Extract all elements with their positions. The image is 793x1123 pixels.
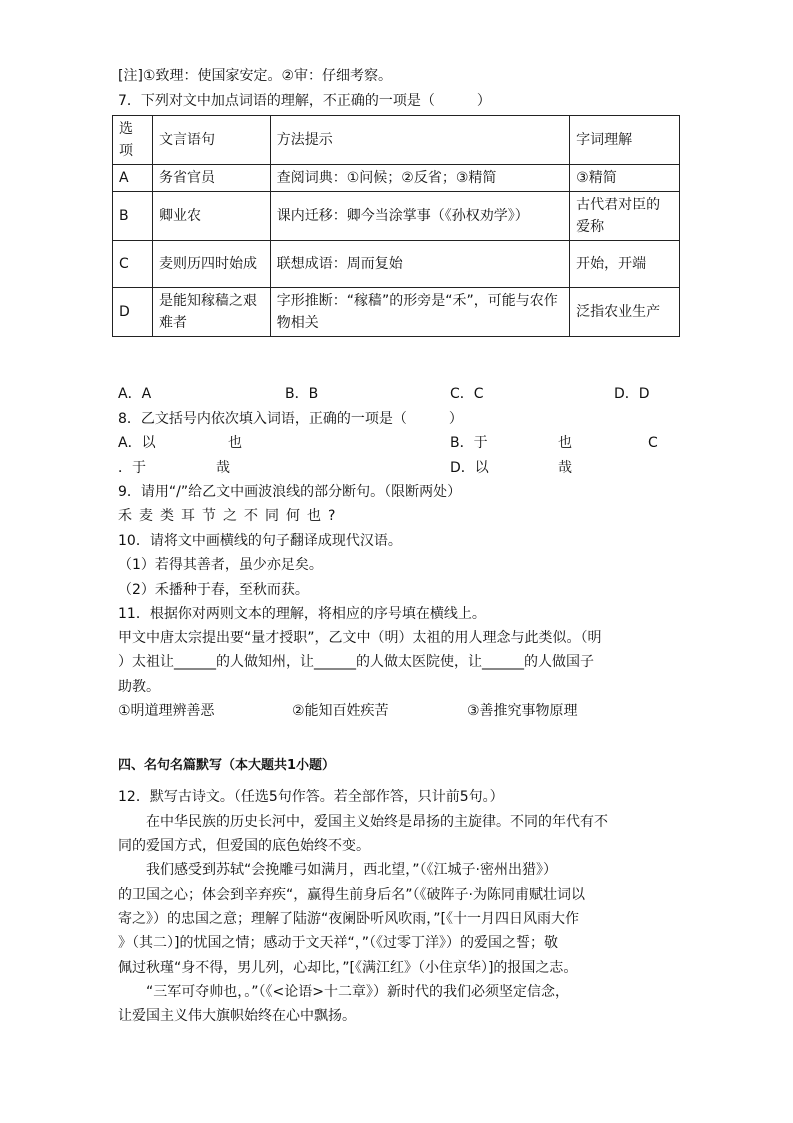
q8-option-c-cont: ．于	[118, 460, 146, 476]
q8-option-a[interactable]: A．以	[118, 435, 156, 451]
q8-option-c-word: 哉	[216, 460, 230, 476]
question-12-stem: 12．默写古诗文。（任选5句作答。若全部作答，只计前5句。）	[118, 789, 504, 805]
question-9-text: 禾麦类耳节之不同何也?	[118, 508, 343, 524]
q8-option-d[interactable]: D．以	[450, 460, 489, 476]
q12-paragraph-line: 我们感受到苏轼“会挽雕弓如满月，西北望，”（《江城子·密州出猎》）	[118, 862, 557, 878]
header-meaning: 字词理解	[570, 116, 680, 165]
q11-option-3: ③善推究事物原理	[467, 703, 578, 719]
table-row	[113, 192, 680, 241]
q12-paragraph-line: 同的爱国方式，但爱国的底色始终不变。	[118, 838, 370, 854]
table-cell: 务省官员	[152, 165, 270, 192]
q12-paragraph-line: 在中华民族的历史长河中，爱国主义始终是昂扬的主旋律。不同的年代有不	[118, 814, 608, 830]
table-cell: 是能知稼穑之艰难者	[152, 288, 270, 337]
table-cell: 古代君对臣的爱称	[570, 192, 680, 241]
q12-paragraph-line: 》（其二）]的忧国之情；感动于文天祥“，”（《过零丁洋》）的爱国之誓；敬	[118, 935, 558, 951]
table-row	[113, 241, 680, 288]
q7-option-c[interactable]: C．C	[450, 386, 484, 402]
question-7-table	[112, 115, 680, 337]
q8-option-b[interactable]: B．于	[450, 435, 488, 451]
table-row	[113, 288, 680, 337]
q12-paragraph-line: “三军可夺帅也，。”（《<论语>十二章》）新时代的我们必须坚定信念，	[118, 984, 569, 1000]
table-cell: 联想成语：周而复始	[270, 241, 569, 288]
table-cell: D	[113, 288, 153, 337]
q11-option-2: ②能知百姓疾苦	[292, 703, 389, 719]
question-7-stem: 7．下列对文中加点词语的理解，不正确的一项是（ ）	[118, 93, 491, 109]
table-cell: 字形推断：“稼穑”的形旁是“禾”，可能与农作物相关	[270, 288, 569, 337]
q7-option-a[interactable]: A．A	[118, 386, 152, 402]
question-11-line-1: 甲文中唐太宗提出要“量才授职”，乙文中（明）太祖的用人理念与此类似。（明	[118, 630, 602, 646]
header-sentence: 文言语句	[152, 116, 270, 165]
header-method: 方法提示	[270, 116, 569, 165]
q8-option-c[interactable]: C	[648, 435, 658, 451]
q12-paragraph-line: 寄之》）的忠国之意；理解了陆游“夜阑卧听风吹雨，”[《十一月四日风雨大作	[118, 911, 579, 927]
q12-paragraph-line: 佩过秋瑾“身不得，男儿列，心却比，”[《满江红》（小住京华）]的报国之志。	[118, 960, 578, 976]
q8-option-b-word: 也	[558, 435, 572, 451]
question-8-stem: 8．乙文括号内依次填入词语，正确的一项是（ ）	[118, 411, 463, 427]
question-11-line-3: 助教。	[118, 679, 160, 695]
table-cell: 查阅词典：①问候；②反省；③精简	[270, 165, 569, 192]
table-cell: 卿业农	[152, 192, 270, 241]
table-header-row	[113, 116, 680, 165]
header-option: 选项	[113, 116, 153, 165]
table-cell: 泛指农业生产	[570, 288, 680, 337]
table-cell: 麦则历四时始成	[152, 241, 270, 288]
q12-paragraph-line: 让爱国主义伟大旗帜始终在心中飘扬。	[118, 1008, 356, 1024]
table-cell: ③精简	[570, 165, 680, 192]
table-cell: 课内迁移：卿今当涂掌事（《孙权劝学》）	[270, 192, 569, 241]
question-9-stem: 9．请用“/”给乙文中画波浪线的部分断句。（限断两处）	[118, 484, 462, 500]
q8-option-a-word: 也	[228, 435, 242, 451]
table-cell: B	[113, 192, 153, 241]
table-cell: A	[113, 165, 153, 192]
question-10-stem: 10．请将文中画横线的句子翻译成现代汉语。	[118, 533, 402, 549]
q7-option-d[interactable]: D．D	[614, 386, 650, 402]
q12-paragraph-line: 的卫国之心；体会到辛弃疾“，赢得生前身后名”（《破阵子·为陈同甫赋壮词以	[118, 887, 585, 903]
table-cell: C	[113, 241, 153, 288]
table-row	[113, 165, 680, 192]
q7-option-b[interactable]: B．B	[285, 386, 319, 402]
question-10-sentence-1: （1）若得其善者，虽少亦足矣。	[118, 557, 323, 573]
q11-option-1: ①明道理辨善恶	[118, 703, 215, 719]
section-4-heading: 四、名句名篇默写（本大题共1小题）	[118, 758, 336, 773]
q8-option-d-word: 哉	[558, 460, 572, 476]
question-11-stem: 11．根据你对两则文本的理解，将相应的序号填在横线上。	[118, 606, 486, 622]
annotation-note: [注]①致理：使国家安定。②审：仔细考察。	[118, 68, 393, 84]
question-11-line-2: ）太祖让______的人做知州，让______的人做太医院使，让______的人做国子	[118, 654, 594, 670]
table-cell: 开始，开端	[570, 241, 680, 288]
question-10-sentence-2: （2）禾播种于春，至秋而获。	[118, 582, 309, 598]
